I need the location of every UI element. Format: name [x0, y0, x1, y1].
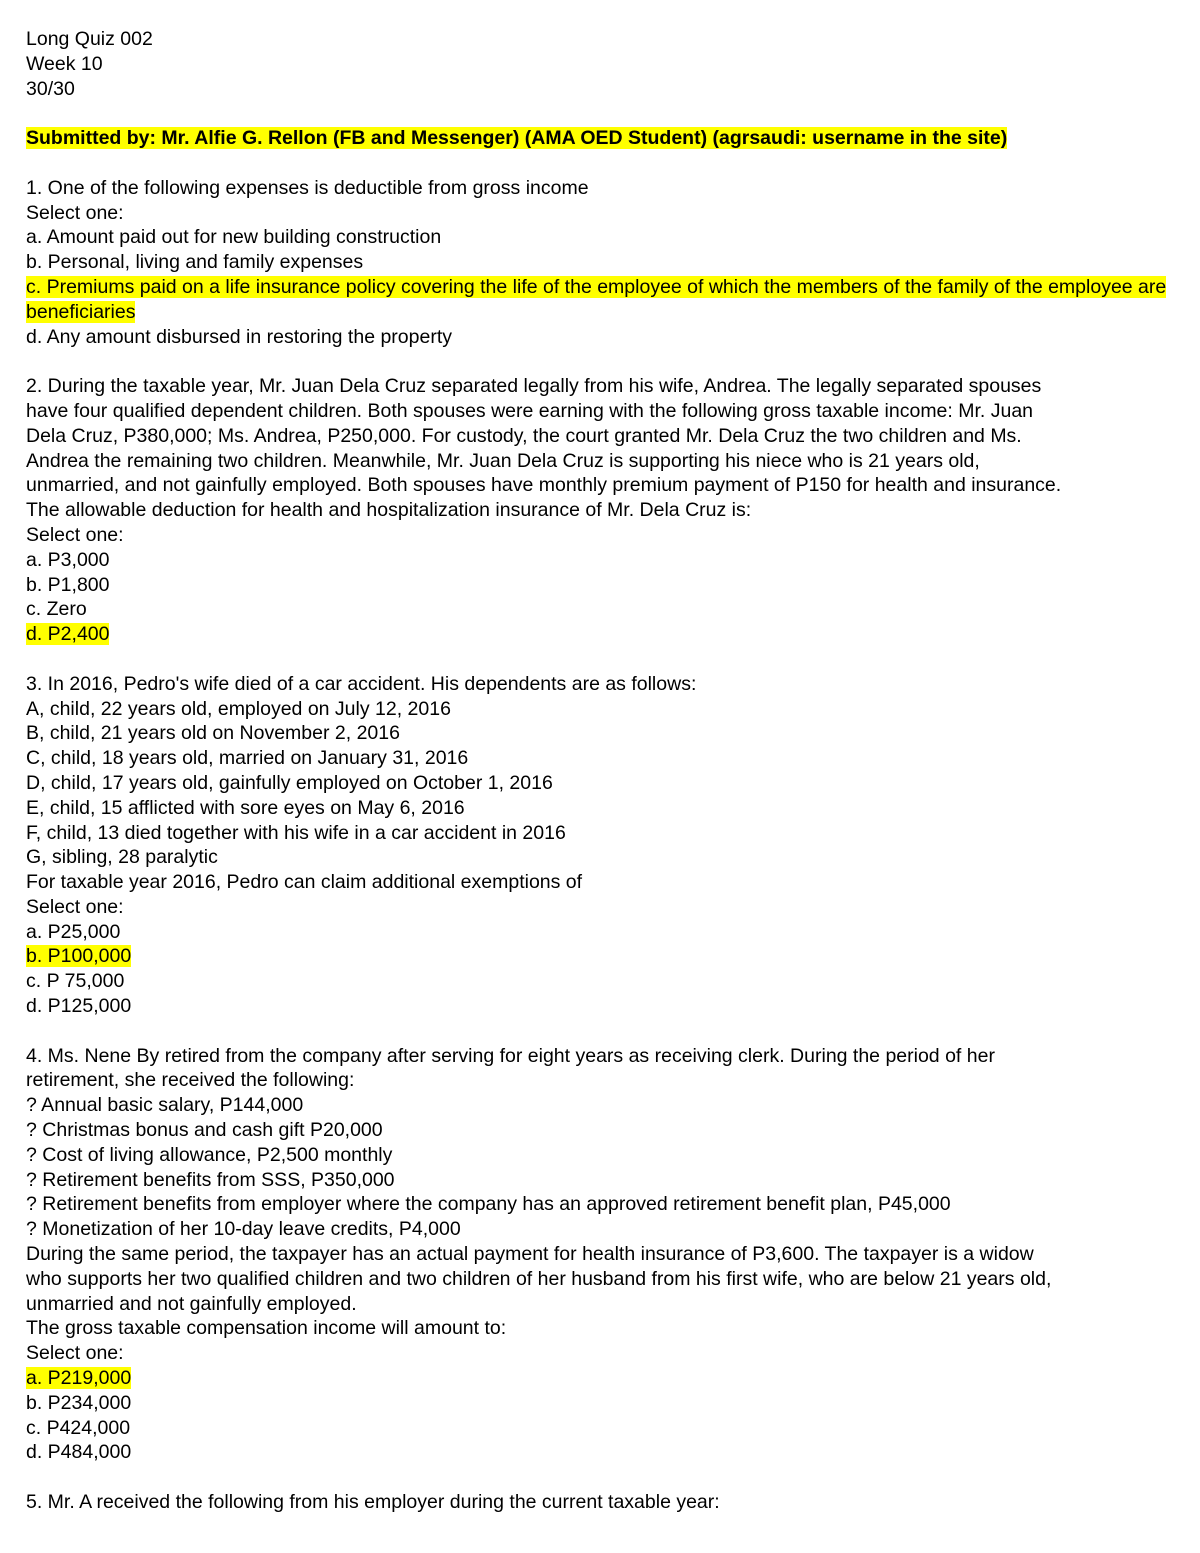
question-stem-line: ? Monetization of her 10-day leave credits, P4,000 — [26, 1218, 461, 1241]
question-stem-line: A, child, 22 years old, employed on July 12, 2016 — [26, 697, 451, 720]
answer-option: d. P484,000 — [26, 1441, 132, 1464]
answer-option-correct — [26, 944, 1176, 969]
question-stem-line: ? Retirement benefits from employer where the company has an approved retirement benefit plan, P45,000 — [26, 1193, 951, 1216]
question-stem-line: The allowable deduction for health and hospitalization insurance of Mr. Dela Cruz is: — [26, 499, 752, 522]
question-stem-line: 3. In 2016, Pedro's wife died of a car accident. His dependents are as follows: — [26, 672, 697, 695]
spacer — [26, 1465, 1176, 1490]
question-stem-line: ? Cost of living allowance, P2,500 monthly — [26, 1143, 393, 1166]
question-stem-line: unmarried and not gainfully employed. — [26, 1292, 357, 1315]
select-one-label: Select one: — [26, 895, 124, 918]
answer-option: d. Any amount disbursed in restoring the property — [26, 325, 452, 348]
answer-option: c. P424,000 — [26, 1416, 131, 1439]
question-stem-line: ? Christmas bonus and cash gift P20,000 — [26, 1119, 383, 1142]
question-1 — [26, 176, 1176, 350]
question-stem-line: unmarried, and not gainfully employed. Both spouses have monthly premium payment of P150 for health and insurance. — [26, 474, 1062, 497]
answer-option: c. Zero — [26, 598, 87, 621]
answer-option-correct — [26, 622, 1176, 647]
answer-option: b. P1,800 — [26, 573, 110, 596]
spacer — [26, 647, 1176, 672]
question-5 — [26, 1490, 1176, 1515]
select-one-label: Select one: — [26, 523, 124, 546]
spacer — [26, 151, 1176, 176]
answer-option: c. P 75,000 — [26, 970, 125, 993]
spacer — [26, 349, 1176, 374]
question-2 — [26, 374, 1176, 647]
submitted-by-text: Submitted by: Mr. Alfie G. Rellon (FB and Messenger) (AMA OED Student) (agrsaudi: username in the site) — [26, 127, 1008, 150]
question-stem-line: For taxable year 2016, Pedro can claim additional exemptions of — [26, 871, 583, 894]
select-one-label: Select one: — [26, 1342, 124, 1365]
select-one-label: Select one: — [26, 201, 124, 224]
quiz-score: 30/30 — [26, 77, 75, 100]
question-stem-line: D, child, 17 years old, gainfully employed on October 1, 2016 — [26, 771, 553, 794]
question-stem-line: who supports her two qualified children and two children of her husband from his first wife, who are below 21 years old, — [26, 1267, 1052, 1290]
answer-option: a. Amount paid out for new building construction — [26, 226, 442, 249]
question-stem-line: ? Retirement benefits from SSS, P350,000 — [26, 1168, 395, 1191]
answer-option: d. P125,000 — [26, 995, 132, 1018]
question-stem-line: 4. Ms. Nene By retired from the company after serving for eight years as receiving clerk. During the period of her — [26, 1044, 995, 1067]
answer-option-highlighted: c. Premiums paid on a life insurance policy covering the life of the employee of which the members of the family of the employee are beneficiaries — [26, 275, 1167, 323]
submitted-by — [26, 126, 1176, 151]
answer-option: b. P234,000 — [26, 1391, 132, 1414]
answer-option-highlighted: b. P100,000 — [26, 945, 132, 968]
question-stem-line: 1. One of the following expenses is deductible from gross income — [26, 176, 589, 199]
answer-option-correct — [26, 275, 1176, 325]
answer-option: a. P3,000 — [26, 548, 110, 571]
quiz-title: Long Quiz 002 — [26, 28, 153, 50]
question-stem-line: B, child, 21 years old on November 2, 2016 — [26, 722, 400, 745]
answer-option: b. Personal, living and family expenses — [26, 251, 364, 274]
question-stem-line: Dela Cruz, P380,000; Ms. Andrea, P250,000. For custody, the court granted Mr. Dela Cruz the two children and Ms. — [26, 424, 1022, 447]
quiz-week: Week 10 — [26, 52, 103, 75]
question-stem-line: 5. Mr. A received the following from his employer during the current taxable year: — [26, 1491, 720, 1514]
question-stem-line: C, child, 18 years old, married on January 31, 2016 — [26, 747, 469, 770]
question-3 — [26, 672, 1176, 1019]
question-4 — [26, 1044, 1176, 1466]
question-stem-line: The gross taxable compensation income will amount to: — [26, 1317, 507, 1340]
question-stem-line: 2. During the taxable year, Mr. Juan Dela Cruz separated legally from his wife, Andrea. The legally separated spouses — [26, 375, 1042, 398]
spacer — [26, 101, 1176, 126]
question-stem-line: retirement, she received the following: — [26, 1069, 355, 1092]
answer-option-correct — [26, 1366, 1176, 1391]
question-stem-line: F, child, 13 died together with his wife in a car accident in 2016 — [26, 821, 566, 844]
answer-option: a. P25,000 — [26, 920, 121, 943]
answer-option-highlighted: d. P2,400 — [26, 623, 110, 646]
spacer — [26, 1019, 1176, 1044]
question-stem-line: E, child, 15 afflicted with sore eyes on May 6, 2016 — [26, 796, 465, 819]
answer-option-highlighted: a. P219,000 — [26, 1367, 132, 1390]
question-stem-line: Andrea the remaining two children. Meanwhile, Mr. Juan Dela Cruz is supporting his niece who is 21 years old, — [26, 449, 980, 472]
question-stem-line: have four qualified dependent children. Both spouses were earning with the following gross taxable income: Mr. Juan — [26, 399, 1034, 422]
question-stem-line: ? Annual basic salary, P144,000 — [26, 1094, 304, 1117]
quiz-document — [26, 27, 1176, 1515]
question-stem-line: During the same period, the taxpayer has an actual payment for health insurance of P3,600. The taxpayer is a widow — [26, 1243, 1034, 1266]
question-stem-line: G, sibling, 28 paralytic — [26, 846, 218, 869]
